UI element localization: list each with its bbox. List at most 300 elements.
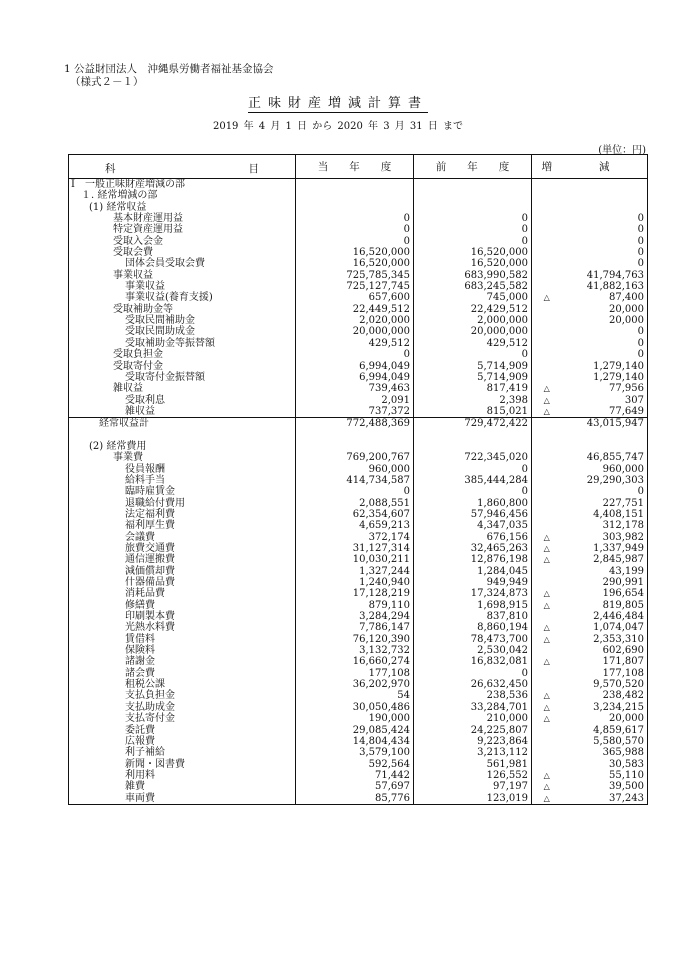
row-label: (1) 経常収益 [69, 202, 296, 213]
fiscal-period: 2019 年 4 月 1 日 から 2020 年 3 月 31 日 まで [212, 121, 464, 132]
row-previous-year [414, 430, 532, 441]
table-row [69, 498, 648, 509]
row-current-year: 0 [296, 236, 414, 247]
row-decrease-mark [532, 304, 562, 315]
row-current-year: 3,579,100 [296, 747, 414, 758]
row-previous-year: 949,949 [414, 577, 532, 588]
row-previous-year: 16,520,000 [414, 247, 532, 258]
row-previous-year [414, 190, 532, 201]
row-decrease-mark [532, 202, 562, 213]
row-current-year: 54 [296, 690, 414, 701]
row-current-year: 31,127,314 [296, 543, 414, 554]
row-change: 1,074,047 [562, 622, 648, 633]
table-row [69, 430, 648, 441]
row-decrease-mark: △ [532, 634, 562, 645]
table-row [69, 520, 648, 531]
row-label: 修繕費 [69, 600, 296, 611]
row-previous-year: 676,156 [414, 532, 532, 543]
row-change: 29,290,303 [562, 475, 648, 486]
row-label: 什器備品費 [69, 577, 296, 588]
row-previous-year: 9,223,864 [414, 736, 532, 747]
table-row [69, 224, 648, 235]
row-label: 受取利息 [69, 395, 296, 406]
table-row [69, 292, 648, 303]
row-current-year: 177,108 [296, 668, 414, 679]
row-decrease-mark [532, 668, 562, 679]
document-title-text: 正味財産増減計算書 [247, 96, 428, 111]
table-row [69, 725, 648, 736]
row-decrease-mark [532, 747, 562, 758]
row-current-year: 36,202,970 [296, 679, 414, 690]
row-decrease-mark [532, 430, 562, 441]
row-decrease-mark [532, 566, 562, 577]
row-previous-year: 817,419 [414, 383, 532, 394]
row-decrease-mark [532, 679, 562, 690]
header-current-year: 当 年 度 [296, 155, 414, 179]
table-row [69, 406, 648, 418]
row-change [562, 441, 648, 452]
row-change: 227,751 [562, 498, 648, 509]
row-decrease-mark: △ [532, 406, 562, 418]
row-current-year: 0 [296, 213, 414, 224]
row-label: 事業収益 [69, 270, 296, 281]
row-change: 20,000 [562, 315, 648, 326]
row-label: 広報費 [69, 736, 296, 747]
row-decrease-mark: △ [532, 600, 562, 611]
row-change: 819,805 [562, 600, 648, 611]
row-previous-year: 561,981 [414, 759, 532, 770]
table-row [69, 190, 648, 201]
row-decrease-mark [532, 725, 562, 736]
row-label: 受取会費 [69, 247, 296, 258]
row-previous-year: 33,284,701 [414, 702, 532, 713]
row-decrease-mark: △ [532, 554, 562, 565]
row-decrease-mark: △ [532, 770, 562, 781]
row-change: 30,583 [562, 759, 648, 770]
row-label: 委託費 [69, 725, 296, 736]
row-change: 39,500 [562, 781, 648, 792]
row-previous-year: 16,832,081 [414, 656, 532, 667]
row-current-year: 879,110 [296, 600, 414, 611]
table-row [69, 213, 648, 224]
header-change-b: 減 [562, 155, 648, 179]
row-previous-year: 683,245,582 [414, 281, 532, 292]
row-label: 印刷製本費 [69, 611, 296, 622]
header-previous-year: 前 年 度 [414, 155, 532, 179]
table-row [69, 202, 648, 213]
row-change: 0 [562, 258, 648, 269]
row-decrease-mark [532, 577, 562, 588]
row-label: 事業費 [69, 452, 296, 463]
row-previous-year: 126,552 [414, 770, 532, 781]
row-previous-year: 2,000,000 [414, 315, 532, 326]
row-change: 0 [562, 247, 648, 258]
table-row [69, 395, 648, 406]
row-label: 租税公課 [69, 679, 296, 690]
row-current-year: 429,512 [296, 338, 414, 349]
row-label: 利用料 [69, 770, 296, 781]
row-previous-year: 22,429,512 [414, 304, 532, 315]
row-label: 支払助成金 [69, 702, 296, 713]
row-decrease-mark [532, 452, 562, 463]
table-row [69, 326, 648, 337]
row-current-year [296, 430, 414, 441]
row-current-year: 16,660,274 [296, 656, 414, 667]
row-decrease-mark [532, 349, 562, 360]
row-decrease-mark [532, 179, 562, 191]
row-current-year: 0 [296, 486, 414, 497]
row-previous-year: 26,632,450 [414, 679, 532, 690]
row-label: 給料手当 [69, 475, 296, 486]
row-change: 290,991 [562, 577, 648, 588]
row-change: 0 [562, 236, 648, 247]
row-change: 196,654 [562, 588, 648, 599]
row-current-year: 17,128,219 [296, 588, 414, 599]
row-change: 77,956 [562, 383, 648, 394]
row-current-year [296, 441, 414, 452]
row-previous-year: 2,398 [414, 395, 532, 406]
row-decrease-mark [532, 315, 562, 326]
row-previous-year: 5,714,909 [414, 361, 532, 372]
row-previous-year: 1,284,045 [414, 566, 532, 577]
table-row [69, 611, 648, 622]
row-decrease-mark [532, 418, 562, 430]
document-title [0, 92, 676, 111]
header-item-a: 科 [105, 162, 116, 175]
row-previous-year: 5,714,909 [414, 372, 532, 383]
table-row [69, 600, 648, 611]
row-current-year: 22,449,512 [296, 304, 414, 315]
row-change: 960,000 [562, 464, 648, 475]
row-label: 臨時雇賃金 [69, 486, 296, 497]
table-row [69, 452, 648, 463]
row-previous-year: 24,225,807 [414, 725, 532, 736]
table-row [69, 759, 648, 770]
row-label: 受取負担金 [69, 349, 296, 360]
row-change [562, 430, 648, 441]
row-previous-year [414, 179, 532, 191]
row-previous-year: 32,465,263 [414, 543, 532, 554]
table-row [69, 793, 648, 805]
row-change: 41,794,763 [562, 270, 648, 281]
row-change: 0 [562, 224, 648, 235]
row-decrease-mark: △ [532, 793, 562, 805]
row-decrease-mark [532, 509, 562, 520]
row-label: 消耗品費 [69, 588, 296, 599]
row-current-year [296, 202, 414, 213]
row-label: 団体会員受取会費 [69, 258, 296, 269]
row-current-year: 1,327,244 [296, 566, 414, 577]
row-decrease-mark: △ [532, 690, 562, 701]
row-current-year: 14,804,434 [296, 736, 414, 747]
row-decrease-mark [532, 520, 562, 531]
table-row [69, 258, 648, 269]
row-change: 312,178 [562, 520, 648, 531]
row-decrease-mark: △ [532, 588, 562, 599]
row-change: 1,279,140 [562, 361, 648, 372]
row-change: 2,446,484 [562, 611, 648, 622]
organization-name: 1 公益財団法人 沖縄県労働者福祉基金協会 [64, 63, 274, 75]
row-change: 0 [562, 213, 648, 224]
row-previous-year [414, 441, 532, 452]
row-previous-year: 683,990,582 [414, 270, 532, 281]
table-row [69, 713, 648, 724]
row-decrease-mark [532, 361, 562, 372]
row-previous-year: 429,512 [414, 338, 532, 349]
row-current-year: 57,697 [296, 781, 414, 792]
row-change: 365,988 [562, 747, 648, 758]
table-row [69, 349, 648, 360]
row-current-year: 960,000 [296, 464, 414, 475]
row-label: 福利厚生費 [69, 520, 296, 531]
row-decrease-mark [532, 281, 562, 292]
row-change [562, 202, 648, 213]
row-change: 4,408,151 [562, 509, 648, 520]
row-change [562, 190, 648, 201]
table-row [69, 566, 648, 577]
table-row [69, 509, 648, 520]
row-label: 通信運搬費 [69, 554, 296, 565]
row-current-year: 76,120,390 [296, 634, 414, 645]
row-previous-year: 78,473,700 [414, 634, 532, 645]
table-row [69, 315, 648, 326]
table-row [69, 361, 648, 372]
table-row [69, 690, 648, 701]
table-row [69, 464, 648, 475]
row-current-year: 772,488,369 [296, 418, 414, 430]
row-change: 0 [562, 349, 648, 360]
row-change: 0 [562, 326, 648, 337]
row-decrease-mark [532, 441, 562, 452]
row-label: 経常収益計 [69, 418, 296, 430]
table-row [69, 372, 648, 383]
row-previous-year: 0 [414, 349, 532, 360]
row-decrease-mark: △ [532, 532, 562, 543]
table-row [69, 622, 648, 633]
row-decrease-mark [532, 611, 562, 622]
row-decrease-mark [532, 258, 562, 269]
row-previous-year: 8,860,194 [414, 622, 532, 633]
row-decrease-mark: △ [532, 383, 562, 394]
row-decrease-mark [532, 645, 562, 656]
row-label: 支払負担金 [69, 690, 296, 701]
row-change: 303,982 [562, 532, 648, 543]
row-previous-year: 210,000 [414, 713, 532, 724]
row-previous-year: 12,876,198 [414, 554, 532, 565]
row-previous-year: 123,019 [414, 793, 532, 805]
row-decrease-mark [532, 736, 562, 747]
row-previous-year: 0 [414, 668, 532, 679]
row-current-year: 16,520,000 [296, 258, 414, 269]
row-previous-year: 17,324,873 [414, 588, 532, 599]
row-label: 賃借料 [69, 634, 296, 645]
currency-unit: (単位：円) [598, 145, 646, 156]
row-decrease-mark [532, 224, 562, 235]
row-decrease-mark: △ [532, 656, 562, 667]
table-row [69, 668, 648, 679]
row-change: 20,000 [562, 304, 648, 315]
row-current-year: 739,463 [296, 383, 414, 394]
row-previous-year: 0 [414, 486, 532, 497]
row-change: 1,279,140 [562, 372, 648, 383]
row-current-year: 16,520,000 [296, 247, 414, 258]
table-row [69, 770, 648, 781]
table-row [69, 338, 648, 349]
header-item-b: 目 [248, 162, 259, 175]
row-current-year: 2,088,551 [296, 498, 414, 509]
row-decrease-mark: △ [532, 713, 562, 724]
row-current-year: 20,000,000 [296, 326, 414, 337]
row-previous-year: 1,698,915 [414, 600, 532, 611]
row-decrease-mark: △ [532, 622, 562, 633]
table-row [69, 577, 648, 588]
row-label: 保険料 [69, 645, 296, 656]
table-row [69, 486, 648, 497]
header-change-a: 増 [532, 155, 562, 179]
row-label: １. 経常増減の部 [69, 190, 296, 201]
table-row [69, 679, 648, 690]
row-current-year: 0 [296, 349, 414, 360]
row-current-year: 30,050,486 [296, 702, 414, 713]
row-label: 旅費交通費 [69, 543, 296, 554]
row-decrease-mark [532, 190, 562, 201]
row-previous-year: 837,810 [414, 611, 532, 622]
row-change: 602,690 [562, 645, 648, 656]
statement-body [69, 179, 648, 805]
row-change: 43,199 [562, 566, 648, 577]
header-item [69, 155, 296, 179]
row-current-year: 372,174 [296, 532, 414, 543]
row-label: 基本財産運用益 [69, 213, 296, 224]
row-change: 55,110 [562, 770, 648, 781]
row-current-year: 657,600 [296, 292, 414, 303]
row-decrease-mark: △ [532, 702, 562, 713]
row-change: 3,234,215 [562, 702, 648, 713]
table-row [69, 532, 648, 543]
row-label: 役員報酬 [69, 464, 296, 475]
row-previous-year: 0 [414, 464, 532, 475]
table-row [69, 247, 648, 258]
row-label [69, 430, 296, 441]
row-change: 5,580,570 [562, 736, 648, 747]
row-current-year: 769,200,767 [296, 452, 414, 463]
row-current-year [296, 190, 414, 201]
row-decrease-mark [532, 486, 562, 497]
form-label: （様式２－１） [70, 76, 144, 88]
row-decrease-mark [532, 236, 562, 247]
row-previous-year: 4,347,035 [414, 520, 532, 531]
row-current-year: 2,020,000 [296, 315, 414, 326]
row-change: 0 [562, 338, 648, 349]
row-change: 2,353,310 [562, 634, 648, 645]
row-current-year: 0 [296, 224, 414, 235]
row-current-year: 71,442 [296, 770, 414, 781]
table-row [69, 418, 648, 430]
row-current-year: 737,372 [296, 406, 414, 418]
table-row [69, 747, 648, 758]
row-current-year [296, 179, 414, 191]
row-current-year: 29,085,424 [296, 725, 414, 736]
row-current-year: 2,091 [296, 395, 414, 406]
row-label: 利子補給 [69, 747, 296, 758]
row-change: 46,855,747 [562, 452, 648, 463]
row-previous-year [414, 202, 532, 213]
table-row [69, 270, 648, 281]
table-row [69, 281, 648, 292]
row-previous-year: 815,021 [414, 406, 532, 418]
row-current-year: 10,030,211 [296, 554, 414, 565]
row-decrease-mark [532, 464, 562, 475]
row-decrease-mark: △ [532, 781, 562, 792]
row-label: 雑収益 [69, 406, 296, 418]
row-label: 新聞・図書費 [69, 759, 296, 770]
row-change: 238,482 [562, 690, 648, 701]
table-row [69, 304, 648, 315]
table-row [69, 588, 648, 599]
row-previous-year: 0 [414, 236, 532, 247]
row-current-year: 592,564 [296, 759, 414, 770]
row-label: 受取民間助成金 [69, 326, 296, 337]
row-current-year: 6,994,049 [296, 372, 414, 383]
row-decrease-mark [532, 338, 562, 349]
table-row [69, 645, 648, 656]
row-change: 41,882,163 [562, 281, 648, 292]
row-current-year: 190,000 [296, 713, 414, 724]
row-change: 171,807 [562, 656, 648, 667]
row-previous-year: 16,520,000 [414, 258, 532, 269]
row-change: 9,570,520 [562, 679, 648, 690]
row-label: 受取補助金等 [69, 304, 296, 315]
row-current-year: 85,776 [296, 793, 414, 805]
row-current-year: 414,734,587 [296, 475, 414, 486]
row-decrease-mark: △ [532, 543, 562, 554]
row-previous-year: 238,536 [414, 690, 532, 701]
row-previous-year: 0 [414, 224, 532, 235]
row-label: 会議費 [69, 532, 296, 543]
row-previous-year: 57,946,456 [414, 509, 532, 520]
row-decrease-mark [532, 498, 562, 509]
table-row [69, 441, 648, 452]
row-decrease-mark [532, 475, 562, 486]
row-decrease-mark: △ [532, 395, 562, 406]
row-label: 事業収益 [69, 281, 296, 292]
row-current-year: 4,659,213 [296, 520, 414, 531]
statement-table [68, 154, 648, 805]
row-decrease-mark [532, 759, 562, 770]
row-label: 受取補助金等振替額 [69, 338, 296, 349]
row-label: 車両費 [69, 793, 296, 805]
row-previous-year: 20,000,000 [414, 326, 532, 337]
row-label: 諸謝金 [69, 656, 296, 667]
row-change: 2,845,987 [562, 554, 648, 565]
row-decrease-mark [532, 247, 562, 258]
row-label: 退職給付費用 [69, 498, 296, 509]
row-change: 43,015,947 [562, 418, 648, 430]
row-previous-year: 385,444,284 [414, 475, 532, 486]
table-row [69, 543, 648, 554]
row-current-year: 3,132,732 [296, 645, 414, 656]
row-previous-year: 729,472,422 [414, 418, 532, 430]
row-previous-year: 1,860,800 [414, 498, 532, 509]
row-label: 特定資産運用益 [69, 224, 296, 235]
row-current-year: 1,240,940 [296, 577, 414, 588]
row-label: 支払寄付金 [69, 713, 296, 724]
row-label: 法定福利費 [69, 509, 296, 520]
row-change: 307 [562, 395, 648, 406]
row-change: 0 [562, 486, 648, 497]
row-label: 受取寄付金 [69, 361, 296, 372]
row-change: 1,337,949 [562, 543, 648, 554]
